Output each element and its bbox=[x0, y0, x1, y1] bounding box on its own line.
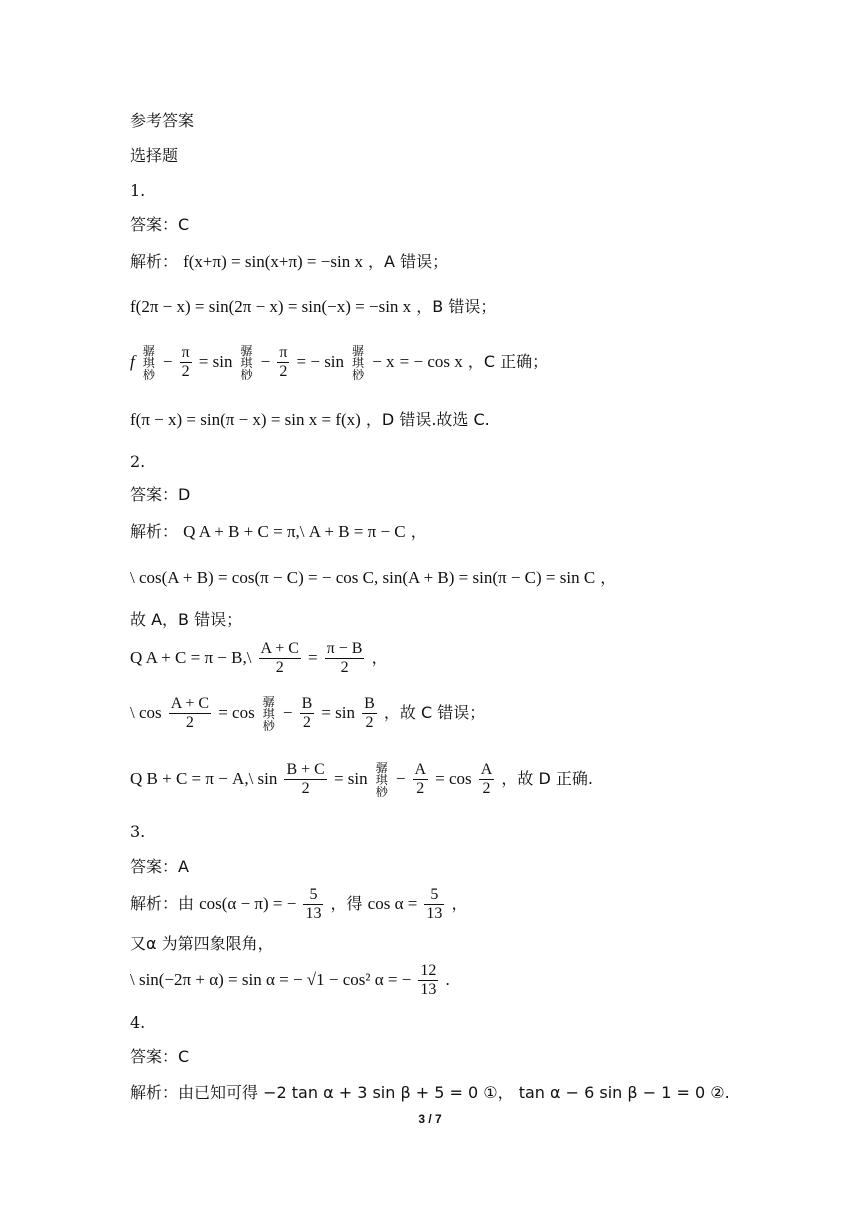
fraction: $\frac{A}{2}$ bbox=[480, 761, 493, 797]
remark: ，故 D 正确. bbox=[501, 769, 594, 788]
solution-line: \ cos $\frac{A + C}{2}$ = cos 骣 琪 桫 − $\frac{B}{2}$ = sin $\frac{B}{2}$ ，故 C 错误； bbox=[130, 694, 486, 733]
remark: ， bbox=[371, 648, 388, 667]
solution-line bbox=[130, 296, 496, 318]
solution-line bbox=[130, 409, 490, 431]
fraction: $\frac{5}{13}$ bbox=[305, 886, 322, 922]
solution-line: 解析：由 cos(α − π) = − $\frac{5}{13}$ ，得 cos α = $\frac{5}{13}$ ， bbox=[130, 886, 468, 922]
formula: cos α = bbox=[367, 894, 418, 913]
solution-label: 解析： bbox=[130, 252, 179, 271]
fraction: $\frac{A}{2}$ bbox=[414, 761, 427, 797]
fraction: $\frac{B}{2}$ bbox=[364, 695, 375, 731]
formula: Q B + C = π − A,\ sin bbox=[130, 769, 278, 788]
solution-line: 解析：由已知可得 −2 tan α + 3 sin β + 5 = 0 ①， tan α − 6 sin β − 1 = 0 ②. bbox=[130, 1083, 730, 1102]
formula: \ sin(−2π + α) = sin α = − √1 − cos² α = − bbox=[130, 970, 412, 989]
fraction: $\frac{\pi}{2}$ bbox=[279, 344, 288, 380]
remark: ，故 C 错误； bbox=[383, 703, 486, 722]
formula: f(π − x) = sin(π − x) = sin x = f(x) bbox=[130, 410, 361, 429]
bracket-glyph: 骣 琪 桫 bbox=[240, 343, 253, 382]
solution-line: Q B + C = π − A,\ sin $\frac{B + C}{2}$ = sin 骣 琪 桫 − $\frac{A}{2}$ = cos $\frac{A}{2}$ ，故 D 正确. bbox=[130, 760, 594, 799]
bracket-glyph: 骣 琪 桫 bbox=[142, 343, 155, 382]
answers-heading: 参考答案 bbox=[130, 111, 195, 130]
formula: f(x+π) = sin(x+π) = −sin x bbox=[183, 252, 363, 271]
fraction: $\frac{5}{13}$ bbox=[426, 886, 443, 922]
fraction: $\frac{B}{2}$ bbox=[301, 695, 313, 731]
formula: − x bbox=[372, 352, 395, 371]
fraction: $\frac{\pi - B}{2}$ bbox=[326, 640, 363, 676]
solution-line: Q A + C = π − B,\ $\frac{A + C}{2}$ = $\frac{\pi - B}{2}$ ， bbox=[130, 640, 388, 676]
formula: \ cos bbox=[130, 703, 162, 722]
fraction: $\frac{A + C}{2}$ bbox=[260, 640, 299, 676]
remark: ，C 正确； bbox=[467, 352, 549, 371]
page-number: 3 / 7 bbox=[418, 1112, 442, 1126]
solution-line: 故 A，B 错误； bbox=[130, 610, 243, 629]
formula: = − sin bbox=[296, 352, 345, 371]
solution-line: 又α 为第四象限角， bbox=[130, 934, 274, 953]
solution-line bbox=[130, 567, 616, 589]
fraction: $\frac{B + C}{2}$ bbox=[286, 761, 325, 797]
answer-line: 答案：D bbox=[130, 485, 191, 504]
solution-line: f 骣 琪 桫 − $\frac{\pi}{2}$ = sin 骣 琪 桫 − $\frac{\pi}{2}$ = − sin 骣 琪 桫 − x = − cos x ，C 正确； bbox=[130, 343, 549, 382]
section-title: 选择题 bbox=[130, 146, 179, 165]
question-number: 2. bbox=[130, 452, 146, 471]
answer-line: 答案：C bbox=[130, 1047, 190, 1066]
remark: ，D 错误.故选 C. bbox=[365, 410, 490, 429]
formula: = − cos x bbox=[399, 352, 463, 371]
formula: cos(α − π) = − bbox=[199, 894, 297, 913]
remark: ， bbox=[600, 568, 617, 587]
fraction: $\frac{\pi}{2}$ bbox=[181, 344, 190, 380]
formula: Q A + B + C = π,\ A + B = π − C bbox=[183, 522, 406, 541]
fraction: $\frac{A + C}{2}$ bbox=[170, 695, 210, 731]
fraction: $\frac{12}{13}$ bbox=[420, 962, 437, 998]
formula: = sin bbox=[198, 352, 233, 371]
solution-label: 解析： bbox=[130, 522, 179, 541]
solution-line: \ sin(−2π + α) = sin α = − √1 − cos² α = − $\frac{12}{13}$ . bbox=[130, 962, 450, 998]
answer-line: 答案：A bbox=[130, 857, 189, 876]
bracket-glyph: 骣 琪 桫 bbox=[375, 760, 388, 799]
question-number: 3. bbox=[130, 822, 146, 841]
formula: f bbox=[130, 352, 135, 371]
solution-line bbox=[130, 521, 427, 543]
solution-line bbox=[130, 251, 448, 273]
question-number: 4. bbox=[130, 1013, 146, 1032]
formula: f(2π − x) = sin(2π − x) = sin(−x) = −sin x bbox=[130, 297, 412, 316]
formula: Q A + C = π − B,\ bbox=[130, 648, 252, 667]
bracket-glyph: 骣 琪 桫 bbox=[262, 694, 275, 733]
remark: ， bbox=[410, 522, 427, 541]
formula: \ cos(A + B) = cos(π − C) = − cos C, sin(A + B) = sin(π − C) = sin C bbox=[130, 568, 596, 587]
remark: ，A 错误； bbox=[368, 252, 449, 271]
bracket-glyph: 骣 琪 桫 bbox=[352, 343, 365, 382]
remark: ，B 错误； bbox=[416, 297, 497, 316]
answer-line: 答案：C bbox=[130, 215, 190, 234]
question-number: 1. bbox=[130, 181, 146, 200]
